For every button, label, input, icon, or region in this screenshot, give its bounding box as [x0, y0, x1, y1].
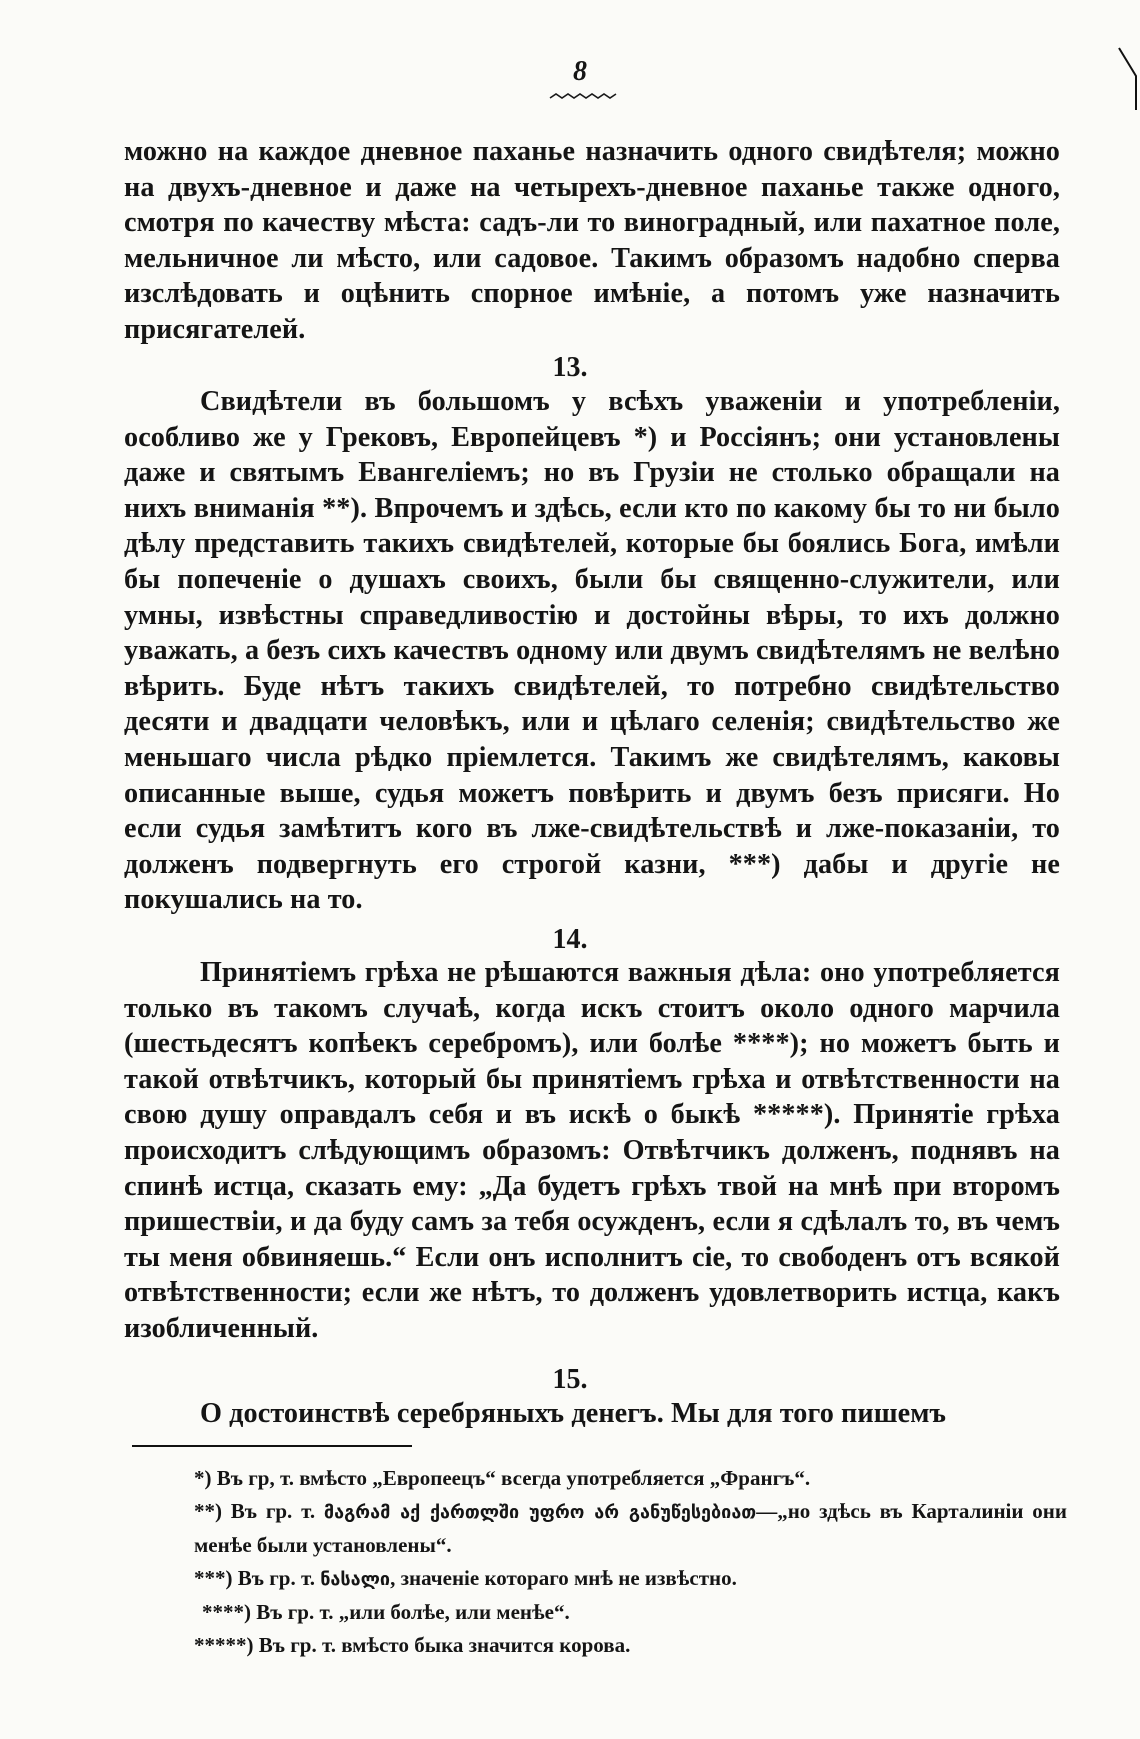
page-edge-mark: [1116, 42, 1140, 112]
page-number-ornament: [548, 92, 620, 102]
footnote-2-prefix: **) Въ гр. т.: [194, 1499, 324, 1523]
page-number: 8: [573, 56, 587, 87]
footnote-2-suffix: —„но здѣсь въ Карталиніи они менѣе были установлены“.: [194, 1499, 1067, 1557]
footnote-5: *****) Въ гр. т. вмѣсто быка значится корова.: [194, 1633, 631, 1657]
footnote-2: [194, 1495, 1067, 1562]
footnote-2-georgian: მაგრამ აქ ქართლში უფრო არ განუწესებიათ: [323, 1502, 757, 1523]
section-heading-14: 14.: [552, 924, 588, 955]
footnote-4: ****) Въ гр. т. „или болѣе, или менѣе“.: [202, 1600, 570, 1624]
section-13-paragraph: Свидѣтели въ большомъ у всѣхъ уваженіи и употребленіи, особливо же у Грековъ, Европейцевъ *) и Россіянъ; они установлены даже и святымъ Евангеліемъ; но въ Грузіи не столько обращали на нихъ вниманія **). Впрочемъ и здѣсь, если кто по какому бы то ни было дѣлу представить такихъ свидѣтелей, которые бы боялись Бога, имѣли бы попеченіе о душахъ своихъ, были бы священно-служители, или умны, извѣстны справедливостію и достойны вѣры, то ихъ должно уважать, а безъ сихъ качествъ одному или двумъ свидѣтелямъ не велѣно вѣрить. Буде нѣтъ такихъ свидѣтелей, то потребно свидѣтельство десяти и двадцати человѣкъ, или и цѣлаго селенія; свидѣтельство же меньшаго числа рѣдко пріемлется. Такимъ же свидѣтелямъ, каковы описанные выше, судья можетъ повѣрить и двумъ безъ присяги. Но если судья замѣтитъ кого въ лже-свидѣтельствѣ и лже-показаніи, то долженъ подвергнуть его строгой казни, ***) дабы и другіе не покушались на то.: [124, 386, 1060, 916]
footnote-3-georgian: ნასალი: [320, 1569, 391, 1590]
section-heading-13: 13.: [552, 352, 588, 383]
section-14-paragraph: Принятіемъ грѣха не рѣшаются важныя дѣла: оно употребляется только въ такомъ случаѣ, когда искъ стоитъ около одного марчила (шестьдесятъ копѣекъ серебромъ), или болѣе ****); но можетъ быть и такой отвѣтчикъ, который бы принятіемъ грѣха и отвѣтственности на свою душу оправдалъ себя и въ искѣ о быкѣ *****). Принятіе грѣха происходитъ слѣдующимъ образомъ: Отвѣтчикъ долженъ, поднявъ на спинѣ истца, сказать ему: „Да будетъ грѣхъ твой на мнѣ при второмъ пришествіи, и да буду самъ за тебя осужденъ, если я сдѣлалъ то, въ чемъ ты меня обвиняешь.“ Если онъ исполнитъ сіе, то свободенъ отъ всякой отвѣтственности; если же нѣтъ, то долженъ удовлетворить истца, какъ изобличенный.: [124, 957, 1060, 1344]
footnote-3-suffix: , значеніе котораго мнѣ не извѣстно.: [390, 1566, 737, 1590]
footnote-1: *) Въ гр, т. вмѣсто „Европеецъ“ всегда употребляется „Франгъ“.: [194, 1466, 811, 1490]
footnote-divider: [132, 1445, 412, 1447]
footnote-3: [194, 1562, 1067, 1596]
footnotes: [132, 1462, 1067, 1662]
footnote-3-prefix: ***) Въ гр. т.: [194, 1566, 321, 1590]
section-12-continuation: можно на каждое дневное паханье назначить одного свидѣтеля; можно на двухъ-дневное и даже на четырехъ-дневное паханье также одного, смотря по качеству мѣста: садъ-ли то виноградный, или пахатное поле, мельничное ли мѣсто, или садовое. Такимъ образомъ надобно сперва изслѣдовать и оцѣнить спорное имѣніе, а потомъ уже назначить присягателей.: [124, 136, 1060, 345]
section-heading-15: 15.: [552, 1364, 588, 1395]
section-15-paragraph: О достоинствѣ серебряныхъ денегъ. Мы для того пишемъ: [200, 1398, 947, 1429]
